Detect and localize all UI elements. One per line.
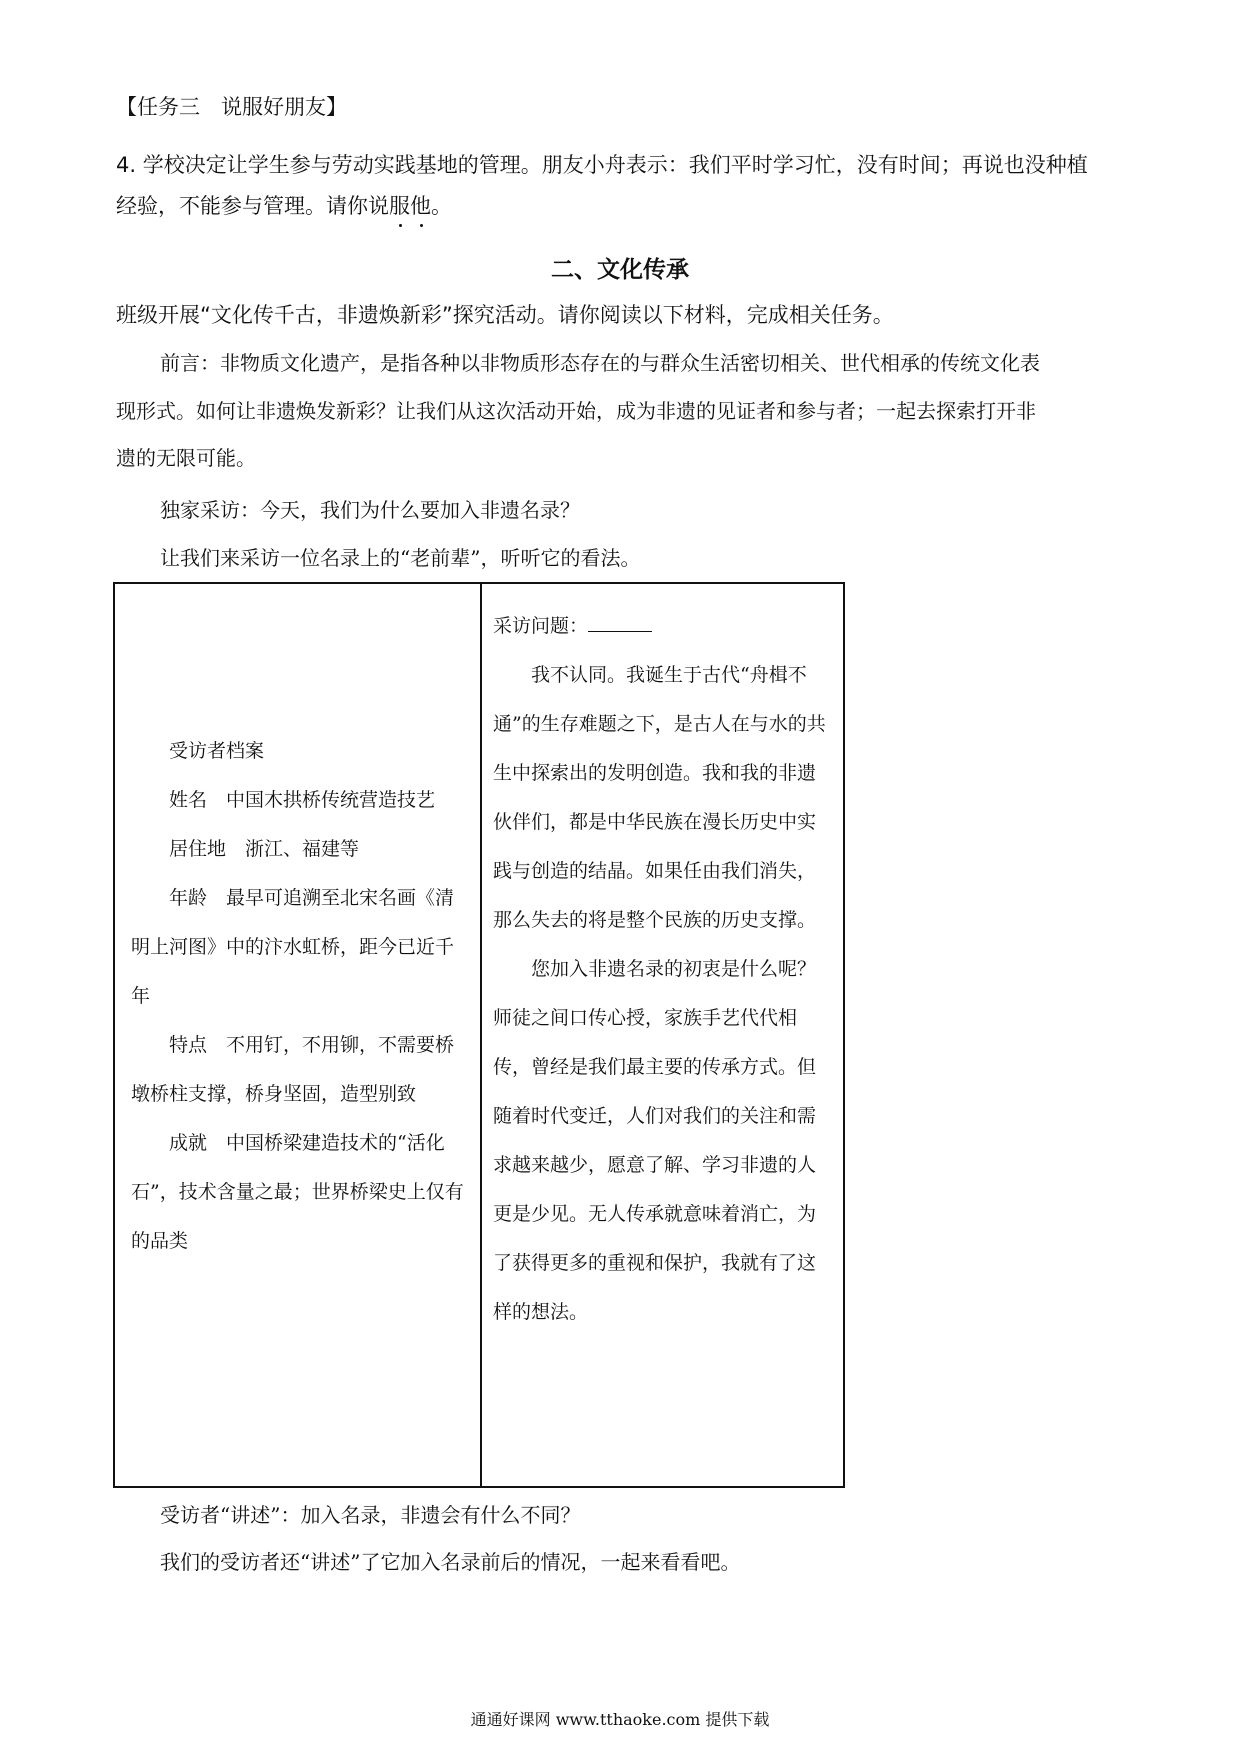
- interview-table: [113, 582, 845, 1488]
- profile-title: 受访者档案: [169, 740, 265, 762]
- question-4-line-2-end: 。: [431, 194, 452, 218]
- profile-feature: 特点 不用钉，不用铆，不需要桥墩桥柱支撑，桥身坚固，造型别致: [131, 1034, 455, 1105]
- profile-cell: [131, 727, 471, 1266]
- task-heading: 【任务三 说服好朋友】: [116, 95, 347, 119]
- interview-question-label: 采访问题：: [493, 615, 589, 637]
- profile-residence: 居住地 浙江、福建等: [169, 838, 360, 860]
- preface-line-1: 前言：非物质文化遗产，是指各种以非物质形态存在的与群众生活密切相关、世代相承的传统文化表: [160, 351, 1040, 375]
- answer-blank[interactable]: [588, 613, 652, 632]
- interview-question-row: [493, 602, 833, 651]
- question-4-line-1: 4. 学校决定让学生参与劳动实践基地的管理。朋友小舟表示：我们平时学习忙，没有时间；再说也没种植: [116, 153, 1088, 177]
- footer-url[interactable]: www.tthaoke.com: [555, 1710, 701, 1729]
- narration-intro: 我们的受访者还“讲述”了它加入名录前后的情况，一起来看看吧。: [160, 1550, 741, 1574]
- question-4-line-2: [116, 191, 1126, 221]
- profile-name: 姓名 中国木拱桥传统营造技艺: [169, 789, 436, 811]
- footer-site-name: 通通好课网: [470, 1710, 551, 1729]
- interview-question-2: 您加入非遗名录的初衷是什么呢？: [531, 958, 817, 980]
- emphasis-char-ta: 他: [410, 191, 431, 221]
- interview-intro: 让我们来采访一位名录上的“老前辈”，听听它的看法。: [160, 546, 641, 570]
- preface-line-3: 遗的无限可能。: [116, 446, 256, 470]
- emphasis-char-fu: 服: [389, 191, 410, 221]
- profile-age: 年龄 最早可追溯至北宋名画《清明上河图》中的汴水虹桥，距今已近千年: [131, 887, 455, 1007]
- page-footer: [0, 1707, 1240, 1730]
- table-column-divider: [480, 584, 482, 1486]
- activity-intro: 班级开展“文化传千古，非遗焕新彩”探究活动。请你阅读以下材料，完成相关任务。: [116, 303, 894, 327]
- interview-answer-1: 我不认同。我诞生于古代“舟楫不通”的生存难题之下，是古人在与水的共生中探索出的发明创造。我和我的非遗伙伴们，都是中华民族在漫长历史中实践与创造的结晶。如果任由我们消失，那么失去的将是整个民族的历史支撑。: [493, 664, 826, 931]
- narration-question: 受访者“讲述”：加入名录，非遗会有什么不同？: [160, 1503, 581, 1527]
- interview-cell: [493, 602, 833, 1337]
- profile-achievement: 成就 中国桥梁建造技术的“活化石”，技术含量之最；世界桥梁史上仅有的品类: [131, 1132, 464, 1252]
- interview-answer-2: 师徒之间口传心授，家族手艺代代相传，曾经是我们最主要的传承方式。但随着时代变迁，人们对我们的关注和需求越来越少，愿意了解、学习非遗的人更是少见。无人传承就意味着消亡，为了获得更多的重视和保护，我就有了这样的想法。: [493, 1007, 817, 1323]
- footer-suffix: 提供下载: [705, 1710, 770, 1729]
- section-title: 二、文化传承: [551, 257, 689, 283]
- question-4-line-2-text: 经验，不能参与管理。请你说: [116, 194, 389, 218]
- preface-line-2: 现形式。如何让非遗焕发新彩？让我们从这次活动开始，成为非遗的见证者和参与者；一起去探索打开非: [116, 399, 1036, 423]
- interview-title: 独家采访：今天，我们为什么要加入非遗名录？: [160, 498, 580, 522]
